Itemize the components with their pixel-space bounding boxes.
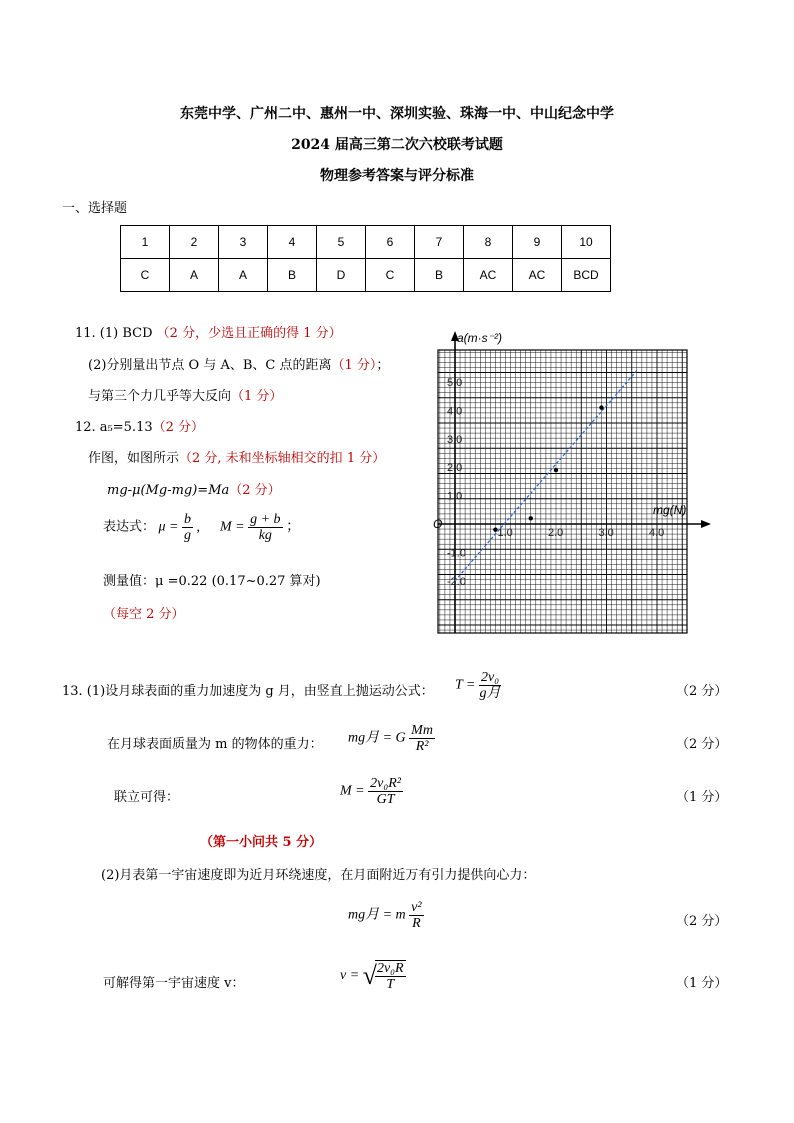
answer-value-cell: BCD xyxy=(562,259,611,292)
q13-p3-lhs: M = xyxy=(340,783,365,799)
x-tick-label: 1.0 xyxy=(497,527,513,539)
q13-part1-total: （第一小问共 5 分） xyxy=(200,835,323,850)
q13-p2-text: 在月球表面质量为 m 的物体的重力： xyxy=(107,737,323,752)
answer-table-answer-row xyxy=(121,259,611,292)
q12-line1 xyxy=(75,416,204,435)
q12-expression-line: 表达式： μ = $\frac{b}{g}$ , M = $\frac{g + b}{kg}$ ； xyxy=(103,512,301,543)
q13-p3-den: GT xyxy=(376,792,395,807)
graph-grid xyxy=(438,350,687,633)
q13-p2-num: Mm xyxy=(411,723,433,738)
q13-p1-text: 13. (1)设月球表面的重力加速度为 g 月，由竖直上抛运动公式： xyxy=(62,684,434,699)
y-tick-label: 2.0 xyxy=(447,462,463,475)
q11-score1: （2 分，少选且正确的得 1 分） xyxy=(156,326,342,341)
answer-table xyxy=(120,225,611,292)
answer-value-cell: D xyxy=(317,259,366,292)
q11-score2: （1 分） xyxy=(331,358,377,373)
graph-x-axis-label: mg(N) xyxy=(653,503,687,517)
answer-value-cell: AC xyxy=(513,259,562,292)
data-point xyxy=(493,527,497,531)
answer-value-cell: A xyxy=(170,259,219,292)
graph-y-axis-label: a(m·s⁻²) xyxy=(457,331,502,345)
answer-value-cell: AC xyxy=(464,259,513,292)
x-axis-arrow-icon xyxy=(701,520,711,528)
q11-line2-end: ； xyxy=(376,358,390,373)
q13-p1-score: （2 分） xyxy=(676,684,728,699)
graph-axes xyxy=(438,331,711,633)
y-tick-label: 4.0 xyxy=(447,405,463,418)
answer-number-cell: 10 xyxy=(562,226,611,259)
q13-p4-den: R xyxy=(412,916,421,931)
q12-mu-lhs: μ = xyxy=(158,519,179,535)
answer-number-cell: 1 xyxy=(121,226,170,259)
q12-score1: （2 分） xyxy=(152,420,205,435)
answer-number-cell: 2 xyxy=(170,226,219,259)
y-tick-label: 1.0 xyxy=(447,490,463,503)
q11-text2: (2)分别量出节点 O 与 A、B、C 点的距离 xyxy=(88,358,332,373)
q13-p4-score: （2 分） xyxy=(676,914,728,929)
q12-eq-score: （2 分） xyxy=(229,483,281,498)
q13-p5-lhs: v = xyxy=(340,968,360,984)
q12-draw-score: （2 分, 未和坐标轴相交的扣 1 分） xyxy=(179,451,386,466)
answer-value-cell: C xyxy=(366,259,415,292)
q12-draw-text: 作图，如图所示 xyxy=(88,451,180,466)
q11-line1 xyxy=(75,322,342,341)
q13-p5-text: 可解得第一宇宙速度 v： xyxy=(103,976,245,991)
q12-M-fraction xyxy=(248,512,282,543)
q13-p2-score: （2 分） xyxy=(676,737,728,752)
q13-p3-num: 2v₀R² xyxy=(370,776,401,791)
q13-p3-formula xyxy=(340,776,403,807)
answer-value-cell: C xyxy=(121,259,170,292)
q12-mu-num: b xyxy=(184,512,191,527)
sqrt-icon: √ xyxy=(362,961,377,990)
q12-label: 12. a₅=5.13 xyxy=(75,420,153,435)
answer-number-cell: 7 xyxy=(415,226,464,259)
q11-line3 xyxy=(88,385,282,404)
x-tick-label: 3.0 xyxy=(598,527,614,539)
q13-p3-text: 联立可得： xyxy=(114,790,180,805)
q13-p1-den: g月 xyxy=(479,686,501,701)
answer-number-cell: 4 xyxy=(268,226,317,259)
y-tick-label: -1.0 xyxy=(447,547,466,560)
answer-number-cell: 5 xyxy=(317,226,366,259)
q12-expr-label: 表达式： xyxy=(103,519,156,535)
q13-p5-num: 2v₀R xyxy=(376,961,404,976)
data-point xyxy=(554,468,558,472)
a-vs-mg-graph xyxy=(425,325,715,640)
x-tick-label: 2.0 xyxy=(548,527,564,539)
q13-p4-formula xyxy=(348,900,424,931)
q13-p2-lhs: mg月 = G xyxy=(348,730,406,746)
q12-draw-line xyxy=(88,447,385,466)
q13-p4-lhs: mg月 = m xyxy=(348,907,406,923)
answer-number-cell: 6 xyxy=(366,226,415,259)
q11-label: 11. (1) BCD xyxy=(75,326,153,341)
graph-origin-label: O xyxy=(433,517,443,531)
q13-p4-num: v² xyxy=(411,900,422,915)
q12-measure-value: μ =0.22 (0.17~0.27 算对) xyxy=(155,574,321,589)
answer-number-cell: 3 xyxy=(219,226,268,259)
q11-line2 xyxy=(88,354,389,373)
q13-p4-text: (2)月表第一宇宙速度即为近月环绕速度，在月面附近万有引力提供向心力： xyxy=(101,868,536,883)
q12-measure-line xyxy=(103,570,321,589)
q13-p2-den: R² xyxy=(415,739,429,754)
q12-equation: mg-μ(Mg-mg)=Ma xyxy=(107,483,230,498)
header-school-list: 东莞中学、广州二中、惠州一中、深圳实验、珠海一中、中山纪念中学 xyxy=(180,106,614,122)
q12-measure-label: 测量值： xyxy=(103,574,156,589)
q13-p1-num: 2v₀ xyxy=(480,670,500,685)
answer-value-cell: A xyxy=(219,259,268,292)
header-answer-title: 物理参考答案与评分标准 xyxy=(320,168,474,184)
q12-equation-line xyxy=(107,479,281,498)
y-tick-label: 3.0 xyxy=(447,433,463,446)
answer-number-cell: 9 xyxy=(513,226,562,259)
answer-value-cell: B xyxy=(415,259,464,292)
q12-M-den: kg xyxy=(258,528,272,543)
q13-p5-score: （1 分） xyxy=(676,976,728,991)
answer-table-number-row xyxy=(121,226,611,259)
q12-M-num: g + b xyxy=(250,512,281,527)
y-tick-label: -2.0 xyxy=(447,575,466,588)
q12-expr-end: ； xyxy=(286,519,301,535)
section-choice-title: 一、选择题 xyxy=(62,201,128,216)
q11-text3: 与第三个力几乎等大反向 xyxy=(88,389,232,404)
x-tick-label: 4.0 xyxy=(649,527,665,539)
answer-number-cell: 8 xyxy=(464,226,513,259)
q13-p3-score: （1 分） xyxy=(676,790,728,805)
data-point xyxy=(529,516,533,520)
data-point xyxy=(599,405,603,409)
q13-p5-formula xyxy=(340,960,406,992)
q12-mu-den: g xyxy=(184,528,191,543)
q13-p5-den: T xyxy=(386,977,395,992)
q13-p1-formula xyxy=(455,670,501,701)
q12-each-score: （每空 2 分） xyxy=(103,607,185,622)
y-tick-label: 5.0 xyxy=(447,377,463,389)
q12-M-lhs: M = xyxy=(220,519,245,535)
q12-mu-fraction xyxy=(182,512,193,543)
q11-score3: （1 分） xyxy=(231,389,283,404)
answer-value-cell: B xyxy=(268,259,317,292)
q13-p2-formula xyxy=(348,723,435,754)
q13-p1-lhs: T = xyxy=(455,677,476,693)
header-exam-title: 2024 届高三第二次六校联考试题 xyxy=(291,137,503,153)
